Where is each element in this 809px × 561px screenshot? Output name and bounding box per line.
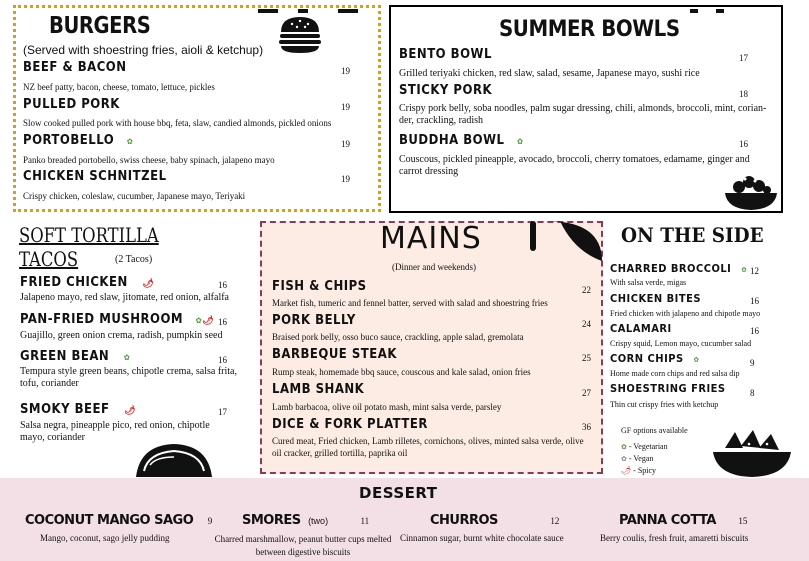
side-name-1	[610, 262, 747, 275]
legend-spicy-label: - Spicy	[633, 466, 657, 475]
side-price-5: 8	[750, 388, 755, 398]
taco-name-3-label: GREEN BEAN	[20, 349, 110, 364]
side-price-2: 16	[750, 296, 759, 306]
dessert-name-4: PANNA COTTA	[619, 513, 716, 528]
burger-price-2: 19	[341, 102, 350, 112]
main-name-5: DICE & FORK PLATTER	[272, 417, 428, 432]
side-desc-1: With salsa verde, migas	[610, 278, 687, 287]
bowl-desc-3: Couscous, pickled pineapple, avocado, broccoli, cherry tomatoes, edamame, ginger and carrot dressing	[399, 154, 750, 177]
main-price-4: 27	[582, 388, 591, 398]
tacos-title: SOFT TORTILLA TACOS	[19, 223, 159, 271]
taco-desc-2: Guajillo, green onion crema, radish, pumpkin seed	[20, 330, 223, 341]
side-title: ON THE SIDE	[621, 223, 764, 247]
side-price-1: 12	[750, 266, 759, 276]
dessert-section	[0, 478, 809, 561]
side-desc-3: Crispy squid, Lemon mayo, cucumber salad	[610, 339, 752, 348]
side-price-4: 9	[750, 358, 755, 368]
chili-icon: 🌶︎	[142, 279, 155, 289]
main-desc-2: Braised pork belly, osso buco sauce, crackling, apple salad, gremolata	[272, 332, 524, 342]
taco-price-2: 16	[218, 317, 227, 327]
main-name-4: LAMB SHANK	[272, 382, 365, 397]
bowl-price-3: 16	[739, 139, 748, 149]
side-name-5: SHOESTRING FRIES	[610, 382, 726, 395]
side-name-2: CHICKEN BITES	[610, 292, 702, 305]
taco-desc-4: Salsa negra, pineapple pico, red onion, chipotle mayo, coriander	[20, 420, 210, 443]
taco-price-4: 17	[218, 407, 227, 417]
main-price-2: 24	[582, 319, 591, 329]
taco-name-2-label: PAN-FRIED MUSHROOM	[20, 312, 184, 327]
dessert-desc-1: Mango, coconut, sago jelly pudding	[40, 533, 170, 543]
dessert-extra-2: (two)	[308, 516, 329, 526]
dessert-item-3	[430, 511, 559, 529]
bowl-name-1: BENTO BOWL	[399, 47, 492, 62]
side-desc-5: Thin cut crispy fries with ketchup	[610, 400, 719, 409]
top-decoration-right	[690, 0, 730, 4]
side-name-3: CALAMARI	[610, 322, 672, 335]
taco-price-3: 16	[218, 355, 227, 365]
nachos-icon	[711, 430, 793, 483]
side-name-1-label: CHARRED BROCCOLI	[610, 262, 732, 275]
bowl-name-3-label: BUDDHA BOWL	[399, 133, 505, 148]
legend-vegan-label: - Vegan	[628, 454, 654, 463]
dessert-price-3: 12	[550, 516, 560, 526]
mains-title: MAINS	[380, 221, 482, 256]
leaf-icon: ✿	[517, 137, 524, 146]
dessert-desc-2: Charred marshmallow, peanut butter cups melted between digestive biscuits	[214, 534, 392, 557]
vegan-icon: ✿	[621, 455, 627, 463]
gf-note: GF options available	[621, 426, 688, 435]
burgers-subtitle: (Served with shoestring fries, aioli & ketchup)	[23, 43, 264, 57]
main-price-5: 36	[582, 422, 591, 432]
dessert-name-3: CHURROS	[430, 513, 498, 528]
burger-name-1: BEEF & BACON	[23, 60, 127, 75]
leaf-icon: ✿	[195, 316, 203, 325]
main-name-2: PORK BELLY	[272, 313, 356, 328]
dessert-name-1: COCONUT MANGO SAGO	[25, 513, 194, 528]
burger-name-3-label: PORTOBELLO	[23, 133, 115, 148]
burger-desc-2: Slow cooked pulled pork with house bbq, feta, slaw, candied almonds, pickled onions	[23, 118, 332, 128]
mains-subtitle: (Dinner and weekends)	[392, 262, 476, 272]
leaf-icon: ✿	[126, 137, 134, 146]
taco-name-4-label: SMOKY BEEF	[20, 402, 110, 417]
main-desc-5: Cured meat, Fried chicken, Lamb rilletes, cornichons, olives, minted salsa verde, olive oil cracker, grilled tortilla, paprika oil	[272, 436, 584, 458]
taco-name-3	[20, 349, 130, 364]
burger-desc-1: NZ beef patty, bacon, cheese, tomato, lettuce, pickles	[23, 82, 215, 92]
dessert-item-1	[25, 511, 212, 529]
plate-cutlery-icon	[524, 221, 602, 272]
legend-vegan	[621, 454, 653, 463]
dessert-desc-4: Berry coulis, fresh fruit, amaretti biscuits	[600, 533, 749, 543]
burger-desc-4: Crispy chicken, coleslaw, cucumber, Japanese mayo, Teriyaki	[23, 191, 246, 201]
main-price-3: 25	[582, 353, 591, 363]
dessert-price-1: 9	[207, 516, 213, 526]
main-desc-1: Market fish, tumeric and fennel batter, served with salad and shoestring fries	[272, 298, 548, 308]
side-desc-2: Fried chicken with jalapeno and chipotle mayo	[610, 309, 761, 318]
mains-section	[260, 221, 603, 474]
burger-name-2: PULLED PORK	[23, 97, 120, 112]
legend-vegetarian-label: - Vegetarian	[628, 442, 668, 451]
main-price-1: 22	[582, 285, 591, 295]
burger-price-1: 19	[341, 66, 350, 76]
burger-icon	[278, 16, 322, 59]
side-name-4	[610, 352, 699, 365]
bowl-icon	[721, 173, 781, 218]
taco-desc-3: Tempura style green beans, chipotle crema, salsa frita, tofu, coriander	[20, 366, 237, 389]
bowl-desc-1: Grilled teriyaki chicken, red slaw, salad, sesame, Japanese mayo, sushi rice	[399, 68, 700, 79]
side-name-4-label: CORN CHIPS	[610, 352, 684, 365]
tacos-subtitle: (2 Tacos)	[115, 254, 153, 265]
dessert-price-4: 15	[738, 516, 748, 526]
chili-icon: 🌶︎	[202, 316, 215, 326]
burgers-title: BURGERS	[49, 13, 151, 39]
side-desc-4: Home made corn chips and red salsa dip	[610, 369, 740, 378]
chili-icon: 🌶︎	[124, 406, 137, 416]
dessert-desc-3: Cinnamon sugar, burnt white chocolate sauce	[400, 533, 564, 543]
dessert-item-2	[242, 511, 369, 529]
burger-name-3	[23, 133, 133, 148]
chili-icon: 🌶︎	[621, 466, 632, 475]
bowl-name-2: STICKY PORK	[399, 83, 493, 98]
bowls-title: SUMMER BOWLS	[499, 17, 680, 42]
taco-name-1-label: FRIED CHICKEN	[20, 275, 128, 290]
burgers-section	[13, 5, 381, 212]
legend-vegetarian	[621, 442, 668, 451]
bowl-desc-2: Crispy pork belly, soba noodles, palm sugar dressing, chili, almonds, broccoli, mint, corian-der, crackling, radish	[399, 103, 767, 126]
tacos-section	[13, 221, 258, 478]
dessert-title: DESSERT	[359, 484, 438, 502]
taco-price-1: 16	[218, 280, 227, 290]
burger-price-4: 19	[341, 174, 350, 184]
main-name-3: BARBEQUE STEAK	[272, 347, 397, 362]
dessert-name-2: SMORES	[242, 513, 301, 528]
bowl-name-3	[399, 133, 524, 148]
burger-desc-3: Panko breaded portobello, swiss cheese, baby spinach, jalapeno mayo	[23, 155, 275, 165]
bowl-price-1: 17	[739, 53, 748, 63]
taco-name-4	[20, 402, 136, 417]
dessert-price-2: 11	[360, 516, 370, 526]
legend-spicy	[621, 466, 656, 475]
taco-name-1	[20, 275, 154, 290]
summer-bowls-section	[389, 5, 783, 213]
dessert-item-4	[619, 511, 747, 529]
leaf-icon: ✿	[741, 266, 748, 274]
bowl-price-2: 18	[739, 89, 748, 99]
leaf-icon: ✿	[693, 356, 700, 364]
main-desc-3: Rump steak, homemade bbq sauce, couscous and kale salad, onion fries	[272, 367, 531, 377]
side-section	[605, 221, 809, 478]
vegetarian-icon: ✿	[621, 443, 627, 451]
taco-name-2	[20, 312, 214, 327]
taco-icon	[134, 441, 214, 483]
side-price-3: 16	[750, 326, 759, 336]
main-desc-4: Lamb barbacoa, olive oil potato mash, mint salsa verde, parsley	[272, 402, 502, 412]
taco-desc-1: Jalapeno mayo, red slaw, jitomate, red onion, alfalfa	[20, 292, 229, 303]
top-decoration	[258, 0, 368, 4]
main-name-1: FISH & CHIPS	[272, 279, 367, 294]
leaf-icon: ✿	[123, 353, 131, 362]
burger-name-4: CHICKEN SCHNITZEL	[23, 169, 167, 184]
burger-price-3: 19	[341, 139, 350, 149]
